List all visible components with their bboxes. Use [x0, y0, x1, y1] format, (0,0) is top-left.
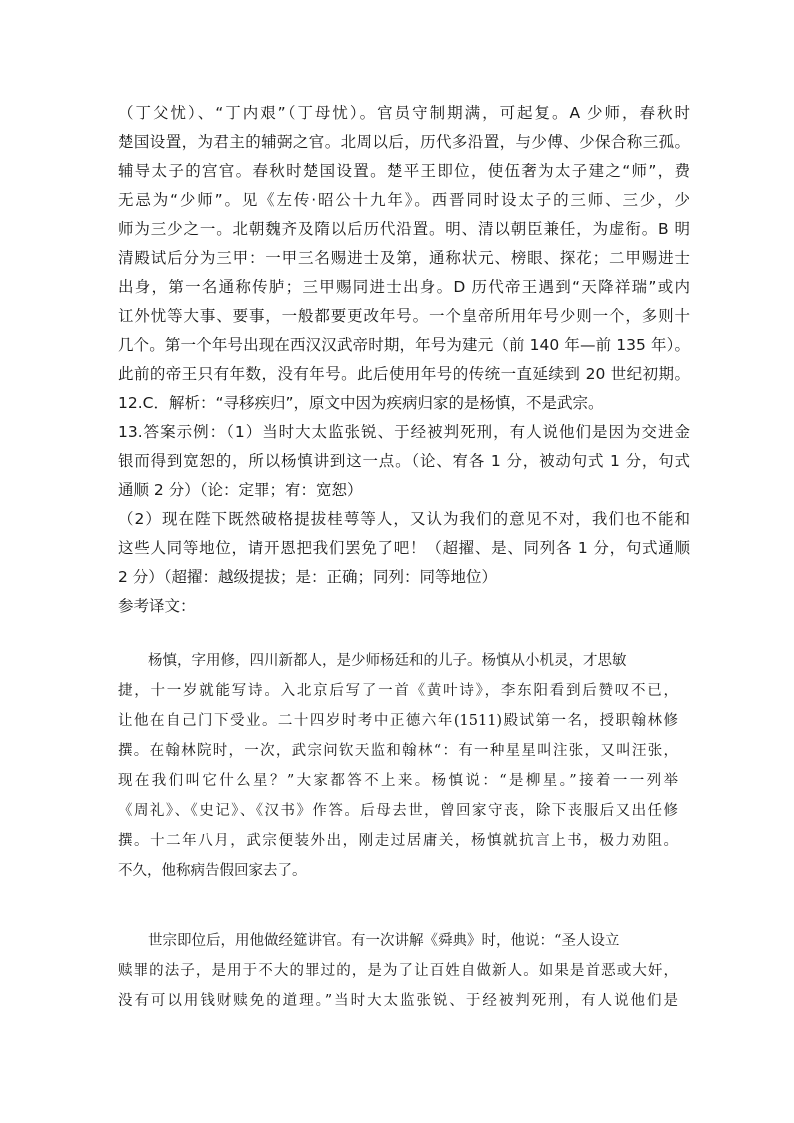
answer-13-part2-line-2: 这些人同等地位，请开恩把我们罢免了吧！（超擢、是、同列各 1 分，句式通顺 — [118, 539, 690, 557]
answer-line-5: 师为三少之一。北朝魏齐及隋以后历代沿置。明、清以朝臣兼任，为虚衔。B 明 — [118, 220, 690, 238]
answer-line-7: 出身，第一名通称传胪；三甲赐同进士出身。D 历代帝王遇到“天降祥瑞”或内 — [118, 278, 690, 296]
answer-13-part2-line-1: （2）现在陛下既然破格提拔桂萼等人，又认为我们的意见不对，我们也不能和 — [118, 510, 690, 528]
answer-13-part2-line-3: 2 分）（超擢：越级提拔；是：正确；同列：同等地位） — [118, 568, 498, 586]
translation-line-8: 不久，他称病告假回家去了。 — [118, 863, 307, 879]
answer-line-9: 几个。第一个年号出现在西汉汉武帝时期，年号为建元（前 140 年—前 135 年）。 — [118, 336, 690, 354]
translation-line-1: 杨慎，字用修，四川新都人，是少师杨廷和的儿子。杨慎从小机灵，才思敏 — [148, 653, 627, 669]
answer-line-1: （丁父忧）、“丁内艰”（丁母忧）。官员守制期满，可起复。A 少师，春秋时 — [118, 104, 690, 122]
answer-line-2: 楚国设置，为君主的辅弼之官。北周以后，历代多沿置，与少傅、少保合称三孤。 — [118, 133, 690, 151]
translation-line-4: 撰。在翰林院时，一次，武宗问钦天监和翰林“：有一种星星叫注张，又叫汪张， — [118, 743, 678, 759]
translation-line-5: 现在我们叫它什么星？”大家都答不上来。杨慎说：“是柳星。”接着一一列举 — [118, 773, 678, 789]
translation-line-11: 没有可以用钱财赎免的道理。”当时大太监张锐、于经被判死刑，有人说他们是 — [118, 993, 678, 1009]
translation-line-6: 《周礼》、《史记》、《汉书》作答。后母去世，曾回家守丧，除下丧服后又出任修 — [118, 803, 678, 819]
answer-line-6: 清殿试后分为三甲：一甲三名赐进士及第，通称状元、榜眼、探花；二甲赐进士 — [118, 249, 690, 267]
answer-13-line-3: 通顺 2 分）（论：定罪；宥：宽恕） — [118, 481, 363, 499]
translation-line-7: 撰。十二年八月，武宗便装外出，刚走过居庸关，杨慎就抗言上书，极力劝阻。 — [118, 833, 678, 849]
translation-line-2: 捷，十一岁就能写诗。入北京后写了一首《黄叶诗》，李东阳看到后赞叹不已， — [118, 683, 678, 699]
translation-line-9: 世宗即位后，用他做经筵讲官。有一次讲解《舜典》时，他说：“圣人设立 — [148, 933, 620, 949]
answer-line-4: 无忌为“少师”。见《左传·昭公十九年》。西晋同时设太子的三师、三少，少 — [118, 191, 690, 209]
answer-line-10: 此前的帝王只有年数，没有年号。此后使用年号的传统一直延续到 20 世纪初期。 — [118, 365, 690, 383]
reference-translation-heading: 参考译文： — [118, 597, 196, 615]
translation-line-3: 让他在自己门下受业。二十四岁时考中正德六年(1511)殿试第一名，授职翰林修 — [118, 713, 678, 729]
answer-12: 12.C．解析：“寻移疾归”，原文中因为疾病归家的是杨慎，不是武宗。 — [118, 394, 604, 412]
answer-13-line-2: 银而得到宽恕的，所以杨慎讲到这一点。（论、宥各 1 分，被动句式 1 分，句式 — [118, 452, 690, 470]
answer-line-3: 辅导太子的宫官。春秋时楚国设置。楚平王即位，使伍奢为太子建之“师”，费 — [118, 162, 690, 180]
translation-line-10: 赎罪的法子，是用于不大的罪过的，是为了让百姓自做新人。如果是首恶或大奸， — [118, 963, 678, 979]
answer-line-8: 讧外忧等大事、要事，一般都要更改年号。一个皇帝所用年号少则一个，多则十 — [118, 307, 690, 325]
answer-13-line-1: 13.答案示例：（1）当时大太监张锐、于经被判死刑，有人说他们是因为交进金 — [118, 423, 690, 441]
